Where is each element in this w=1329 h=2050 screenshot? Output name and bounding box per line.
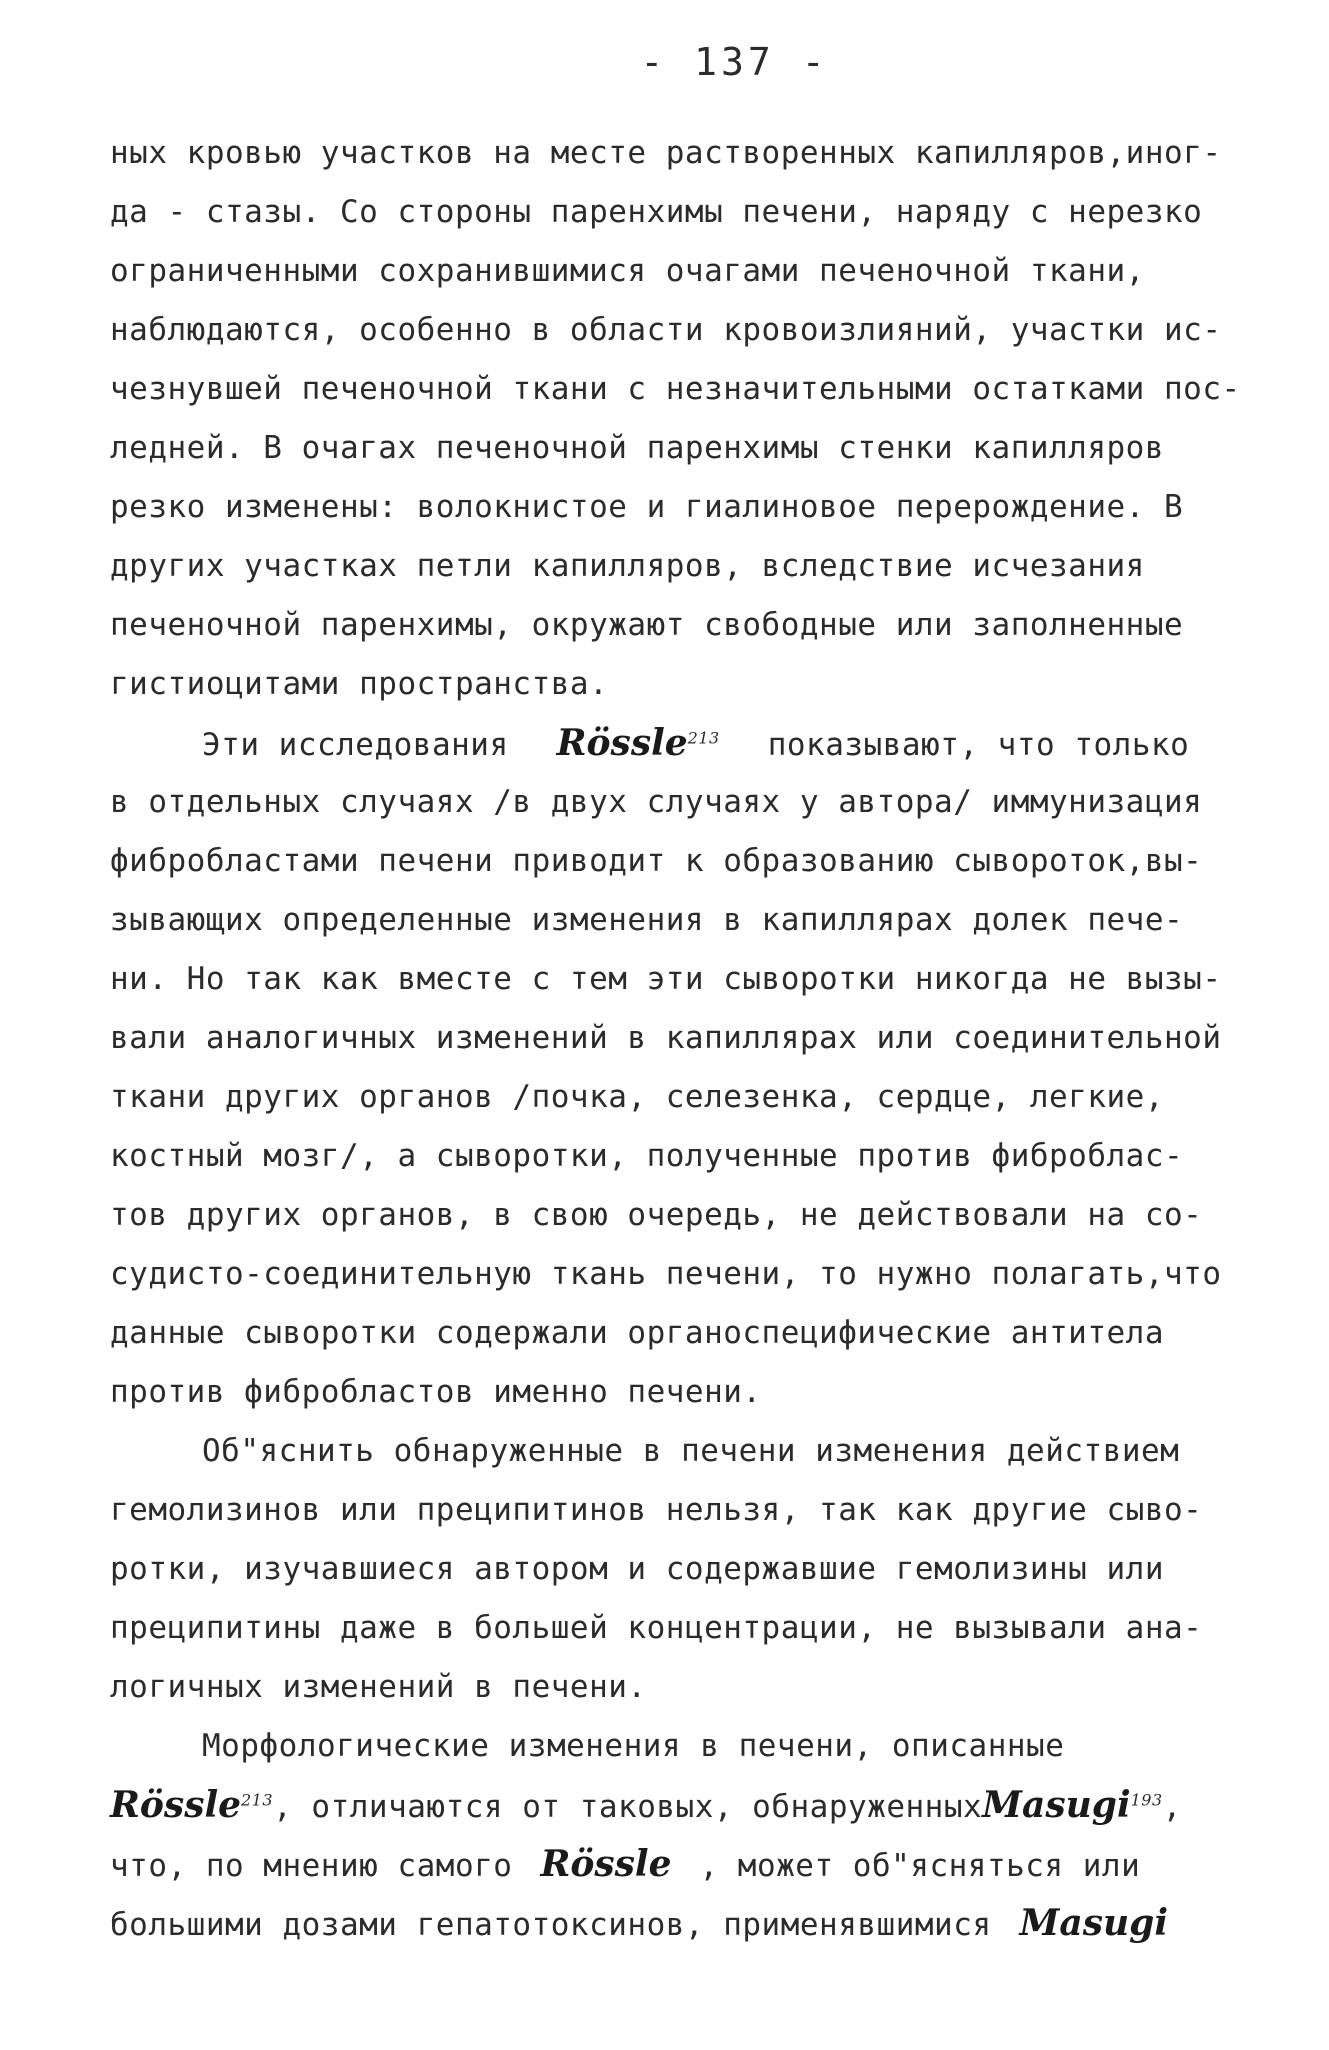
text-line: тов других органов, в свою очередь, не действовали на со- [110,1197,1203,1233]
text-line: наблюдаются, особенно в области кровоизлияний, участки ис- [110,312,1222,348]
text-segment: , отличаются от таковых, обнаруженных [273,1789,983,1825]
text-segment: что, по мнению самого [110,1848,513,1884]
page-number: - 137 - [640,40,829,84]
paragraph-4 [110,1717,1219,1953]
text-line [110,1894,1219,1953]
text-line: чезнувшей печеночной ткани с незначительными остатками пос- [110,371,1241,407]
handwritten-author-name: Rössle [110,1784,242,1826]
text-line: резко изменены: волокнистое и гиалиновое перерождение. В [110,489,1184,525]
text-line: судисто-соединительную ткань печени, то нужно полагать,что [110,1256,1222,1292]
paragraph-2 [110,714,1222,1422]
text-segment: , может об"ясняться или [699,1848,1141,1884]
text-line: ограниченными сохранившимися очагами печеночной ткани, [110,253,1145,289]
text-line: ных кровью участков на месте растворенных капилляров,иног- [110,135,1222,171]
paragraph-1 [110,124,1241,714]
text-segment: Эти исследования [202,727,509,763]
handwritten-author-name: Masugi [982,1784,1131,1826]
handwritten-author-name: Rössle [540,1843,672,1885]
text-segment: Об"яснить обнаруженные в печени изменения действием [202,1433,1180,1469]
text-line: других участках петли капилляров, вследствие исчезания [110,548,1145,584]
reference-number: 193 [1130,1790,1163,1810]
text-line: фибробластами печени приводит к образованию сывороток,вы- [110,843,1203,879]
text-line: против фибробластов именно печени. [110,1374,762,1410]
text-line: ротки, изучавшиеся автором и содержавшие гемолизины или [110,1551,1164,1587]
text-line: да - стазы. Со стороны паренхимы печени, наряду с нерезко [110,194,1203,230]
text-line: вали аналогичных изменений в капиллярах или соединительной [110,1020,1222,1056]
text-line: ни. Но так как вместе с тем эти сыворотки никогда не вызы- [110,961,1222,997]
paragraph-3 [110,1422,1219,1717]
text-segment: большими дозами гепатотоксинов, применявшимися [110,1907,992,1943]
text-segment: , [1162,1789,1182,1825]
text-line: ледней. В очагах печеночной паренхимы стенки капилляров [110,430,1164,466]
text-line: зывающих определенные изменения в капиллярах долек пече- [110,902,1184,938]
text-line: в отдельных случаях /в двух случаях у автора/ иммунизация [110,784,1203,820]
text-line: печеночной паренхимы, окружают свободные или заполненные [110,607,1184,643]
text-line: преципитины даже в большей концентрации, не вызывали ана- [110,1610,1203,1646]
text-segment: Морфологические изменения в печени, описанные [202,1728,1065,1764]
text-line [110,1717,1219,1776]
handwritten-author-name: Masugi [1019,1902,1168,1944]
text-line: гистиоцитами пространства. [110,666,609,702]
text-line [110,1835,1219,1894]
text-line [110,714,1219,773]
text-line: гемолизинов или преципитинов нельзя, так как другие сыво- [110,1492,1203,1528]
text-segment: показывают, что только [767,727,1190,763]
text-line: ткани других органов /почка, селезенка, сердце, легкие, [110,1079,1164,1115]
text-line [110,1422,1219,1481]
text-line: логичных изменений в печени. [110,1669,647,1705]
reference-number: 213 [687,728,720,748]
text-line: данные сыворотки содержали органоспецифические антитела [110,1315,1164,1351]
typewritten-text [110,124,1241,1953]
text-line: костный мозг/, а сыворотки, полученные против фиброблас- [110,1138,1184,1174]
text-line [110,1776,1219,1835]
handwritten-author-name: Rössle [556,722,688,764]
reference-number: 213 [241,1790,274,1810]
